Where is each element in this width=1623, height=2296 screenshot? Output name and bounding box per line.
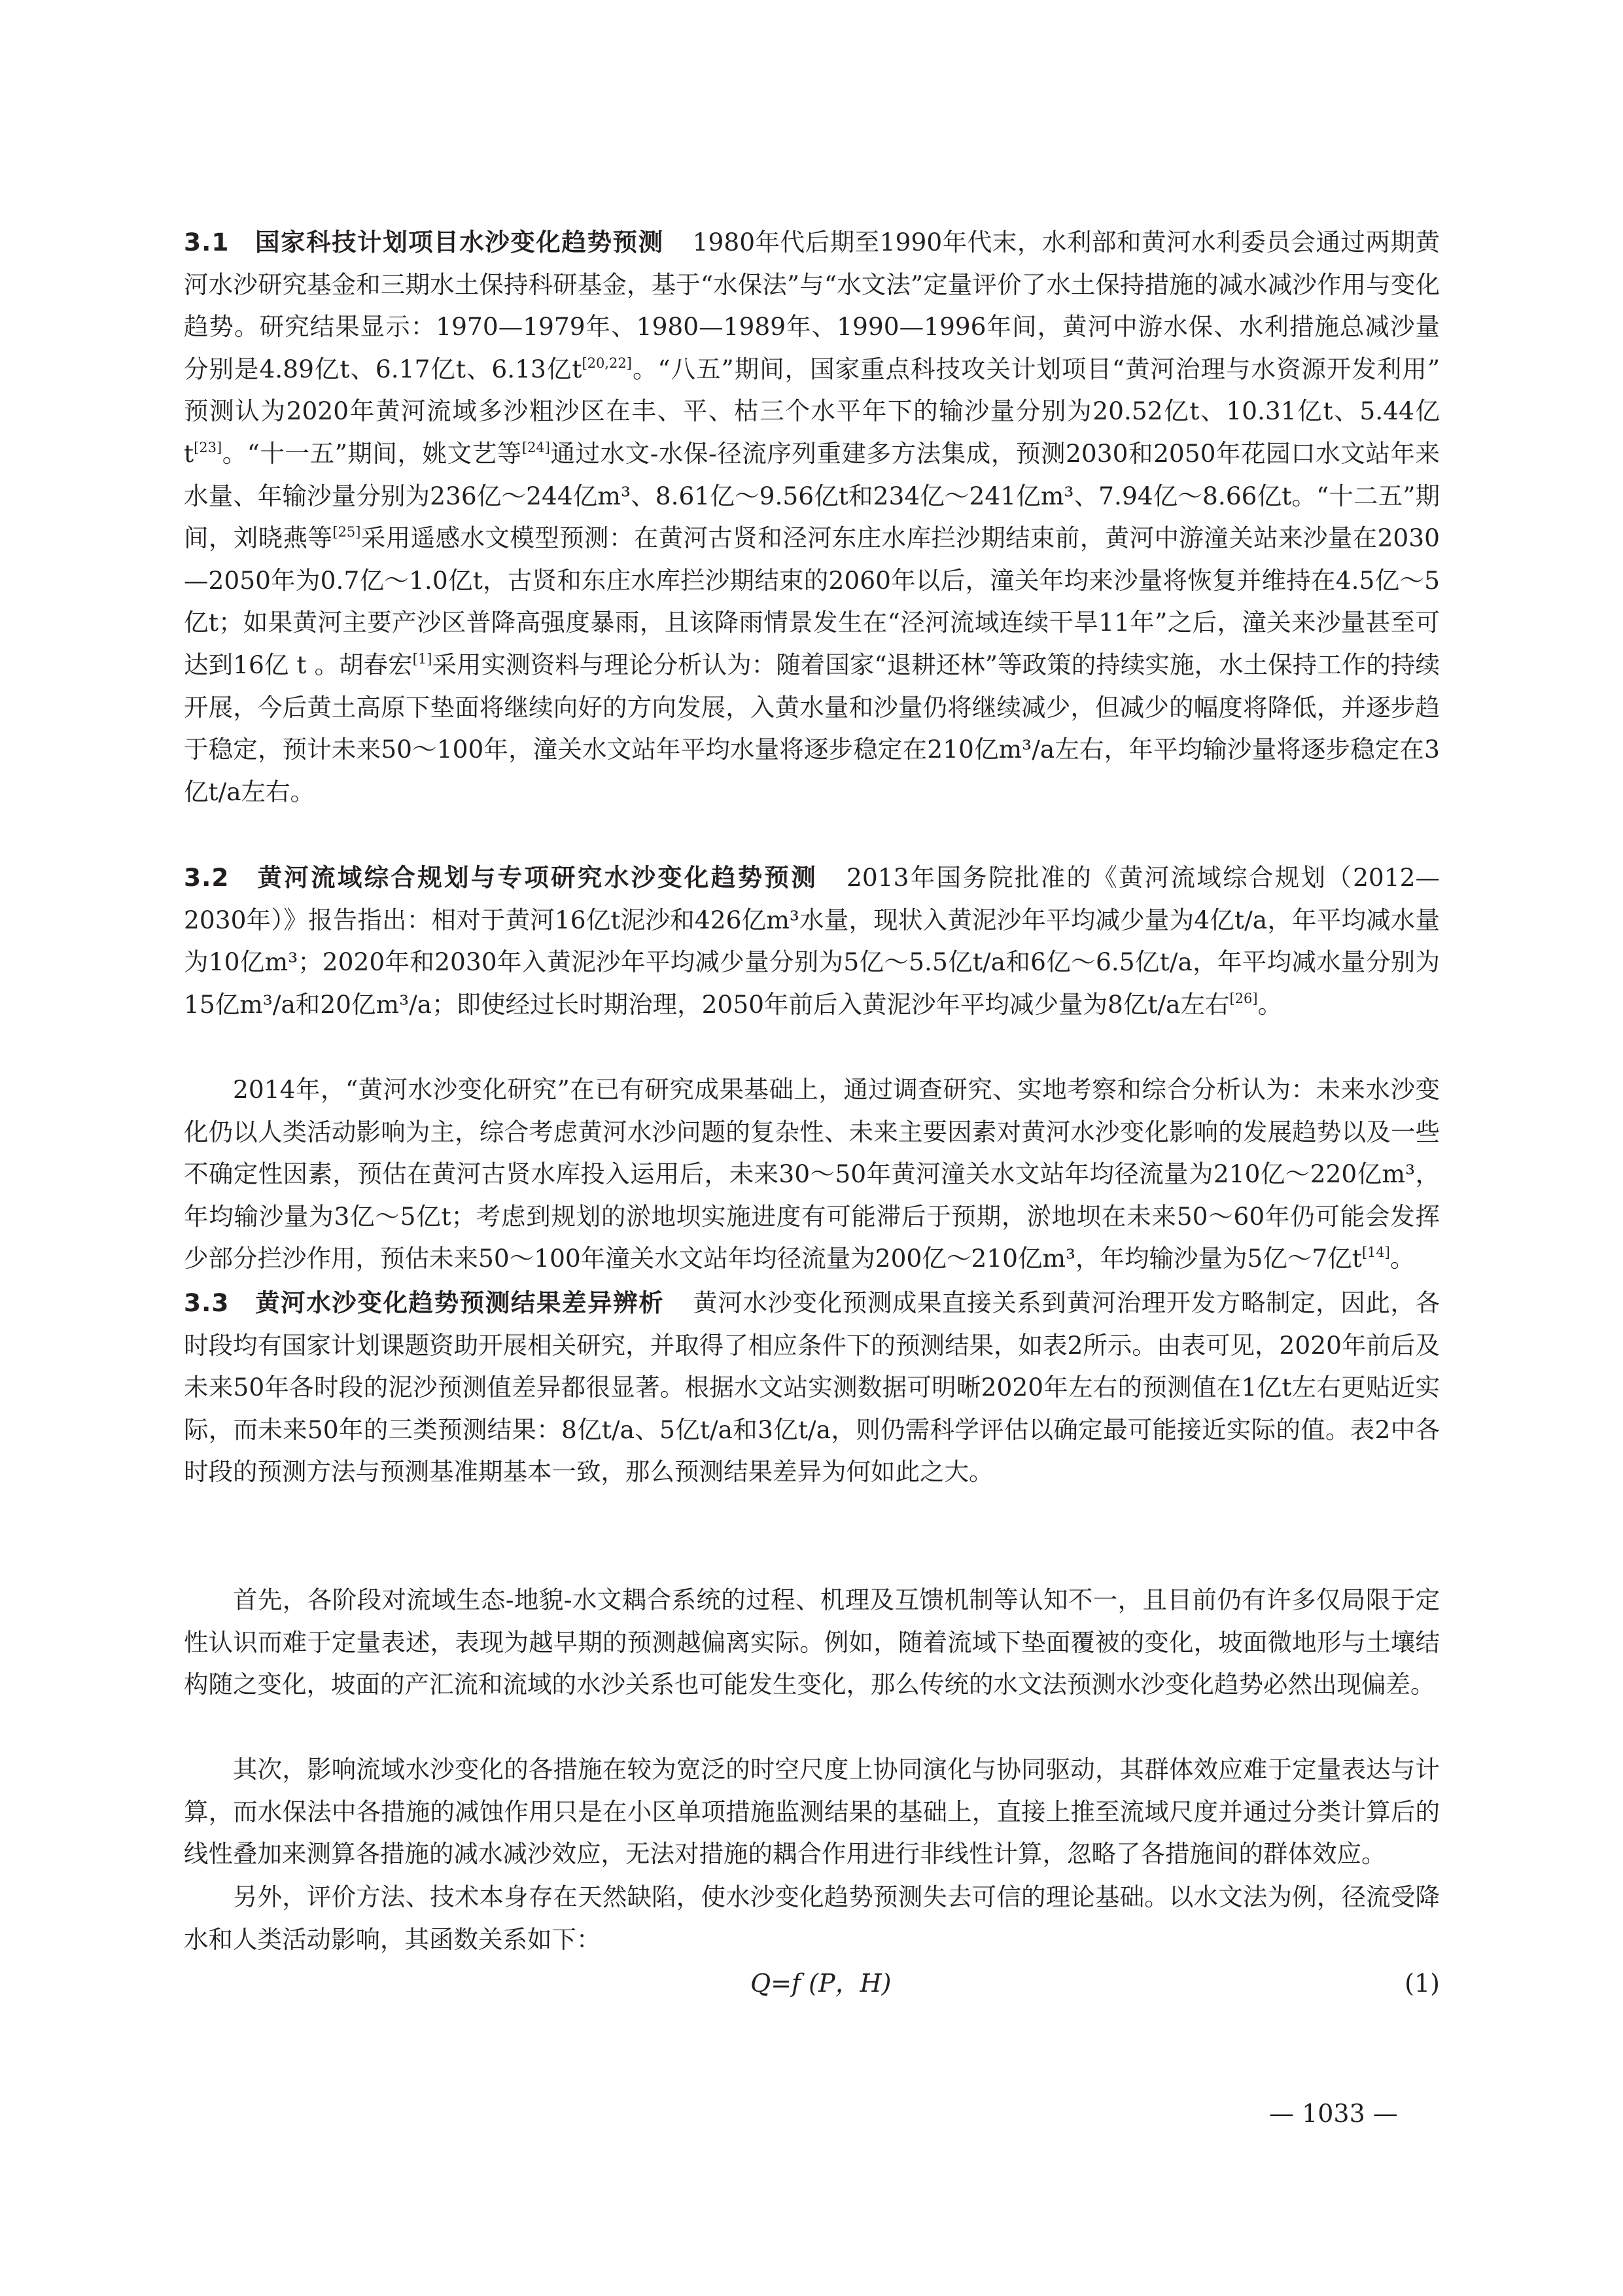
citation-24: [24]	[521, 439, 550, 455]
section-3-1-heading: 3.1 国家科技计划项目水沙变化趋势预测	[184, 228, 664, 256]
section-3-3-heading: 3.3 黄河水沙变化趋势预测结果差异辨析	[184, 1288, 665, 1317]
section-3-1-paragraph	[184, 221, 1440, 813]
section-3-2-text-1: 2013年国务院批准的《黄河流域综合规划（2012—2030年）》报告指出：相对于黄河16亿t泥沙和426亿m³水量，现状入黄泥沙年平均减少量为4亿t/a，年平均减水量为10亿m³；2020年和2030年入黄泥沙年平均减少量分别为5亿～5.5亿t/a和6亿～6.5亿t/a，年平均减水量分别为15亿m³/a和20亿m³/a；即使经过长时期治理，2050年前后入黄泥沙年平均减少量为8亿t/a左右	[184, 863, 1440, 1019]
equation-1	[184, 1962, 1440, 2005]
paragraph-2014-study	[184, 1069, 1440, 1280]
section-3-2-text-2: 。	[1257, 989, 1283, 1019]
citation-25: [25]	[332, 524, 361, 540]
section-3-1-text-4: 通过水文-水保-径流序列重建多方法集成，预测2030和2050年花园口水文站年来水量、年输沙量分别为236亿～244亿m³、8.61亿～9.56亿t和234亿～241亿m³、7.94亿～8.66亿t。“十二五”期间，刘晓燕等	[184, 438, 1440, 553]
citation-14: [14]	[1361, 1245, 1390, 1261]
section-3-1-text-2: 。“八五”期间，国家重点科技攻关计划项目“黄河治理与水资源开发利用” 预测认为2020年黄河流域多沙粗沙区在丰、平、枯三个水平年下的输沙量分别为20.52亿t、10.31亿t、5.44亿t	[184, 354, 1440, 468]
page-number: — 1033 —	[1269, 2099, 1398, 2128]
section-3-1-text-3: 。“十一五”期间，姚文艺等	[222, 438, 522, 468]
section-3-3-text: 黄河水沙变化预测成果直接关系到黄河治理开发方略制定，因此，各时段均有国家计划课题资助开展相关研究，并取得了相应条件下的预测结果，如表2所示。由表可见，2020年前后及未来50年各时段的泥沙预测值差异都很显著。根据水文站实测数据可明晰2020年左右的预测值在1亿t左右更贴近实际，而未来50年的三类预测结果：8亿t/a、5亿t/a和3亿t/a，则仍需科学评估以确定最可能接近实际的值。表2中各时段的预测方法与预测基准期基本一致，那么预测结果差异为何如此之大。	[184, 1288, 1440, 1487]
citation-20-22: [20,22]	[582, 355, 632, 371]
section-3-1-text-5: 采用遥感水文模型预测：在黄河古贤和泾河东庄水库拦沙期结束前，黄河中游潼关站来沙量在2030—2050年为0.7亿～1.0亿t，古贤和东庄水库拦沙期结束的2060年以后，潼关年均来沙量将恢复并维持在4.5亿～5亿t；如果黄河主要产沙区普降高强度暴雨，且该降雨情景发生在“泾河流域连续干旱11年”之后，潼关来沙量甚至可达到16亿 t 。胡春宏	[184, 523, 1440, 679]
equation-formula: Q=f (P，H)	[750, 1969, 892, 1998]
section-3-3-paragraph	[184, 1282, 1440, 1493]
paragraph-2014-text-1: 2014年，“黄河水沙变化研究”在已有研究成果基础上，通过调查研究、实地考察和综合分析认为：未来水沙变化仍以人类活动影响为主，综合考虑黄河水沙问题的复杂性、未来主要因素对黄河水沙变化影响的发展趋势以及一些不确定性因素，预估在黄河古贤水库投入运用后，未来30～50年黄河潼关水文站年均径流量为210亿～220亿m³，年均输沙量为3亿～5亿t；考虑到规划的淤地坝实施进度有可能滞后于预期，淤地坝在未来50～60年仍可能会发挥少部分拦沙作用，预估未来50～100年潼关水文站年均径流量为200亿～210亿m³，年均输沙量为5亿～7亿t	[184, 1075, 1440, 1273]
section-3-2-heading: 3.2 黄河流域综合规划与专项研究水沙变化趋势预测	[184, 863, 818, 892]
citation-26: [26]	[1229, 990, 1258, 1006]
citation-1: [1]	[412, 650, 432, 667]
paragraph-2014-text-2: 。	[1389, 1244, 1415, 1273]
citation-23: [23]	[194, 439, 222, 455]
paragraph-third-reason: 另外，评价方法、技术本身存在天然缺陷，使水沙变化趋势预测失去可信的理论基础。以水文法为例，径流受降水和人类活动影响，其函数关系如下：	[184, 1882, 1440, 1954]
paragraph-second-reason: 其次，影响流域水沙变化的各措施在较为宽泛的时空尺度上协同演化与协同驱动，其群体效应难于定量表达与计算，而水保法中各措施的减蚀作用只是在小区单项措施监测结果的基础上，直接上推至流域尺度并通过分类计算后的线性叠加来测算各措施的减水减沙效应，无法对措施的耦合作用进行非线性计算，忽略了各措施间的群体效应。	[184, 1755, 1440, 1869]
section-3-1-text-1: 1980年代后期至1990年代末，水利部和黄河水利委员会通过两期黄河水沙研究基金和三期水土保持科研基金，基于“水保法”与“水文法”定量评价了水土保持措施的减水减沙作用与变化趋势。研究结果显示：1970—1979年、1980—1989年、1990—1996年间，黄河中游水保、水利措施总减沙量分别是4.89亿t、6.17亿t、6.13亿t	[184, 228, 1440, 383]
paragraph-first-reason: 首先，各阶段对流域生态-地貌-水文耦合系统的过程、机理及互馈机制等认知不一，且目前仍有许多仅局限于定性认识而难于定量表述，表现为越早期的预测越偏离实际。例如，随着流域下垫面覆被的变化，坡面微地形与土壤结构随之变化，坡面的产汇流和流域的水沙关系也可能发生变化，那么传统的水文法预测水沙变化趋势必然出现偏差。	[184, 1585, 1440, 1699]
section-3-1-text-6: 采用实测资料与理论分析认为：随着国家“退耕还林”等政策的持续实施，水土保持工作的持续开展，今后黄土高原下垫面将继续向好的方向发展，入黄水量和沙量仍将继续减少，但减少的幅度将降低，并逐步趋于稳定，预计未来50～100年，潼关水文站年平均水量将逐步稳定在210亿m³/a左右，年平均输沙量将逐步稳定在3亿t/a左右。	[184, 650, 1440, 806]
section-3-2-paragraph	[184, 857, 1440, 1025]
equation-number: (1)	[1405, 1969, 1440, 1998]
